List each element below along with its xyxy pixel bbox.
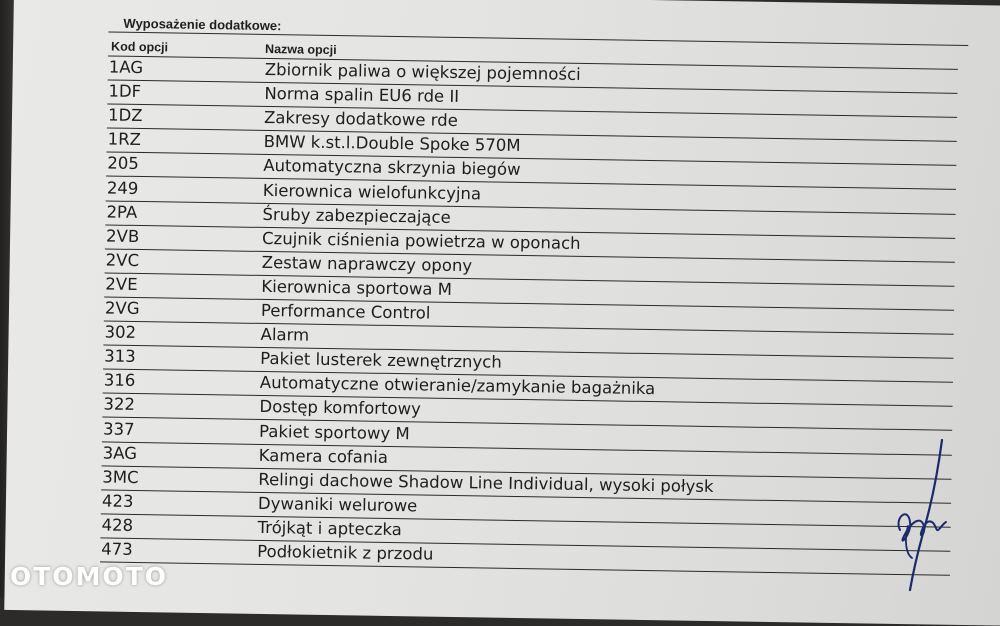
option-name: Automatyczne otwieranie/zamykanie bagażnika — [259, 373, 656, 399]
option-code: 2PA — [106, 202, 138, 222]
option-code: 313 — [104, 346, 136, 367]
option-code: 473 — [101, 539, 133, 559]
handwritten-signature — [880, 430, 970, 597]
option-code: 3AG — [102, 443, 138, 463]
option-name: Trójkąt i apteczka — [257, 517, 403, 540]
option-code: 322 — [103, 394, 136, 415]
option-code: 1DF — [108, 81, 142, 102]
option-name: Czujnik ciśnienia powietrza w oponach — [261, 228, 581, 253]
section-title: Wyposażenie dodatkowe: — [123, 15, 282, 34]
header-rule-top — [108, 31, 968, 46]
column-header-code: Kod opcji — [111, 39, 169, 55]
option-code: 423 — [101, 491, 134, 511]
option-name: Alarm — [260, 325, 310, 345]
option-name: Dostęp komfortowy — [259, 397, 422, 419]
option-name: Kierownica wielofunkcyjna — [262, 180, 482, 203]
option-code: 2VG — [104, 298, 140, 319]
option-code: 2VC — [105, 250, 140, 270]
option-code: 1RZ — [107, 129, 142, 150]
option-code: 205 — [107, 153, 139, 174]
option-name: Norma spalin EU6 rde II — [264, 84, 460, 107]
option-name: Automatyczna skrzynia biegów — [263, 156, 521, 180]
option-name: Relingi dachowe Shadow Line Individual, wysoki połysk — [258, 469, 714, 496]
option-name: Kamera cofania — [258, 445, 389, 467]
option-name: Zestaw naprawczy opony — [261, 252, 473, 276]
column-header-name: Nazwa opcji — [264, 41, 337, 58]
otomoto-watermark: OTOMOTO — [10, 562, 168, 591]
document-sheet — [4, 0, 1000, 626]
option-name: Kierownica sportowa M — [261, 276, 453, 299]
option-code: 2VB — [106, 226, 140, 246]
option-name: Dywaniki welurowe — [257, 493, 418, 516]
option-code: 428 — [101, 515, 134, 535]
option-name: Zakresy dodatkowe rde — [263, 108, 458, 131]
option-code: 1DZ — [107, 105, 143, 126]
option-name: BMW k.st.l.Double Spoke 570M — [263, 132, 521, 156]
option-name: Śruby zabezpieczające — [262, 204, 451, 227]
option-code: 3MC — [102, 467, 139, 487]
option-code: 1AG — [108, 57, 144, 78]
option-name: Pakiet sportowy M — [258, 421, 410, 443]
option-code: 2VE — [105, 274, 138, 294]
option-name: Performance Control — [260, 300, 431, 323]
option-code: 249 — [106, 177, 139, 198]
option-code: 316 — [103, 370, 136, 391]
option-name: Podłokietnik z przodu — [257, 541, 434, 564]
option-code: 337 — [102, 418, 135, 439]
option-name: Zbiornik paliwa o większej pojemności — [264, 59, 581, 84]
option-code: 302 — [104, 322, 137, 343]
option-name: Pakiet lusterek zewnętrznych — [260, 349, 502, 372]
